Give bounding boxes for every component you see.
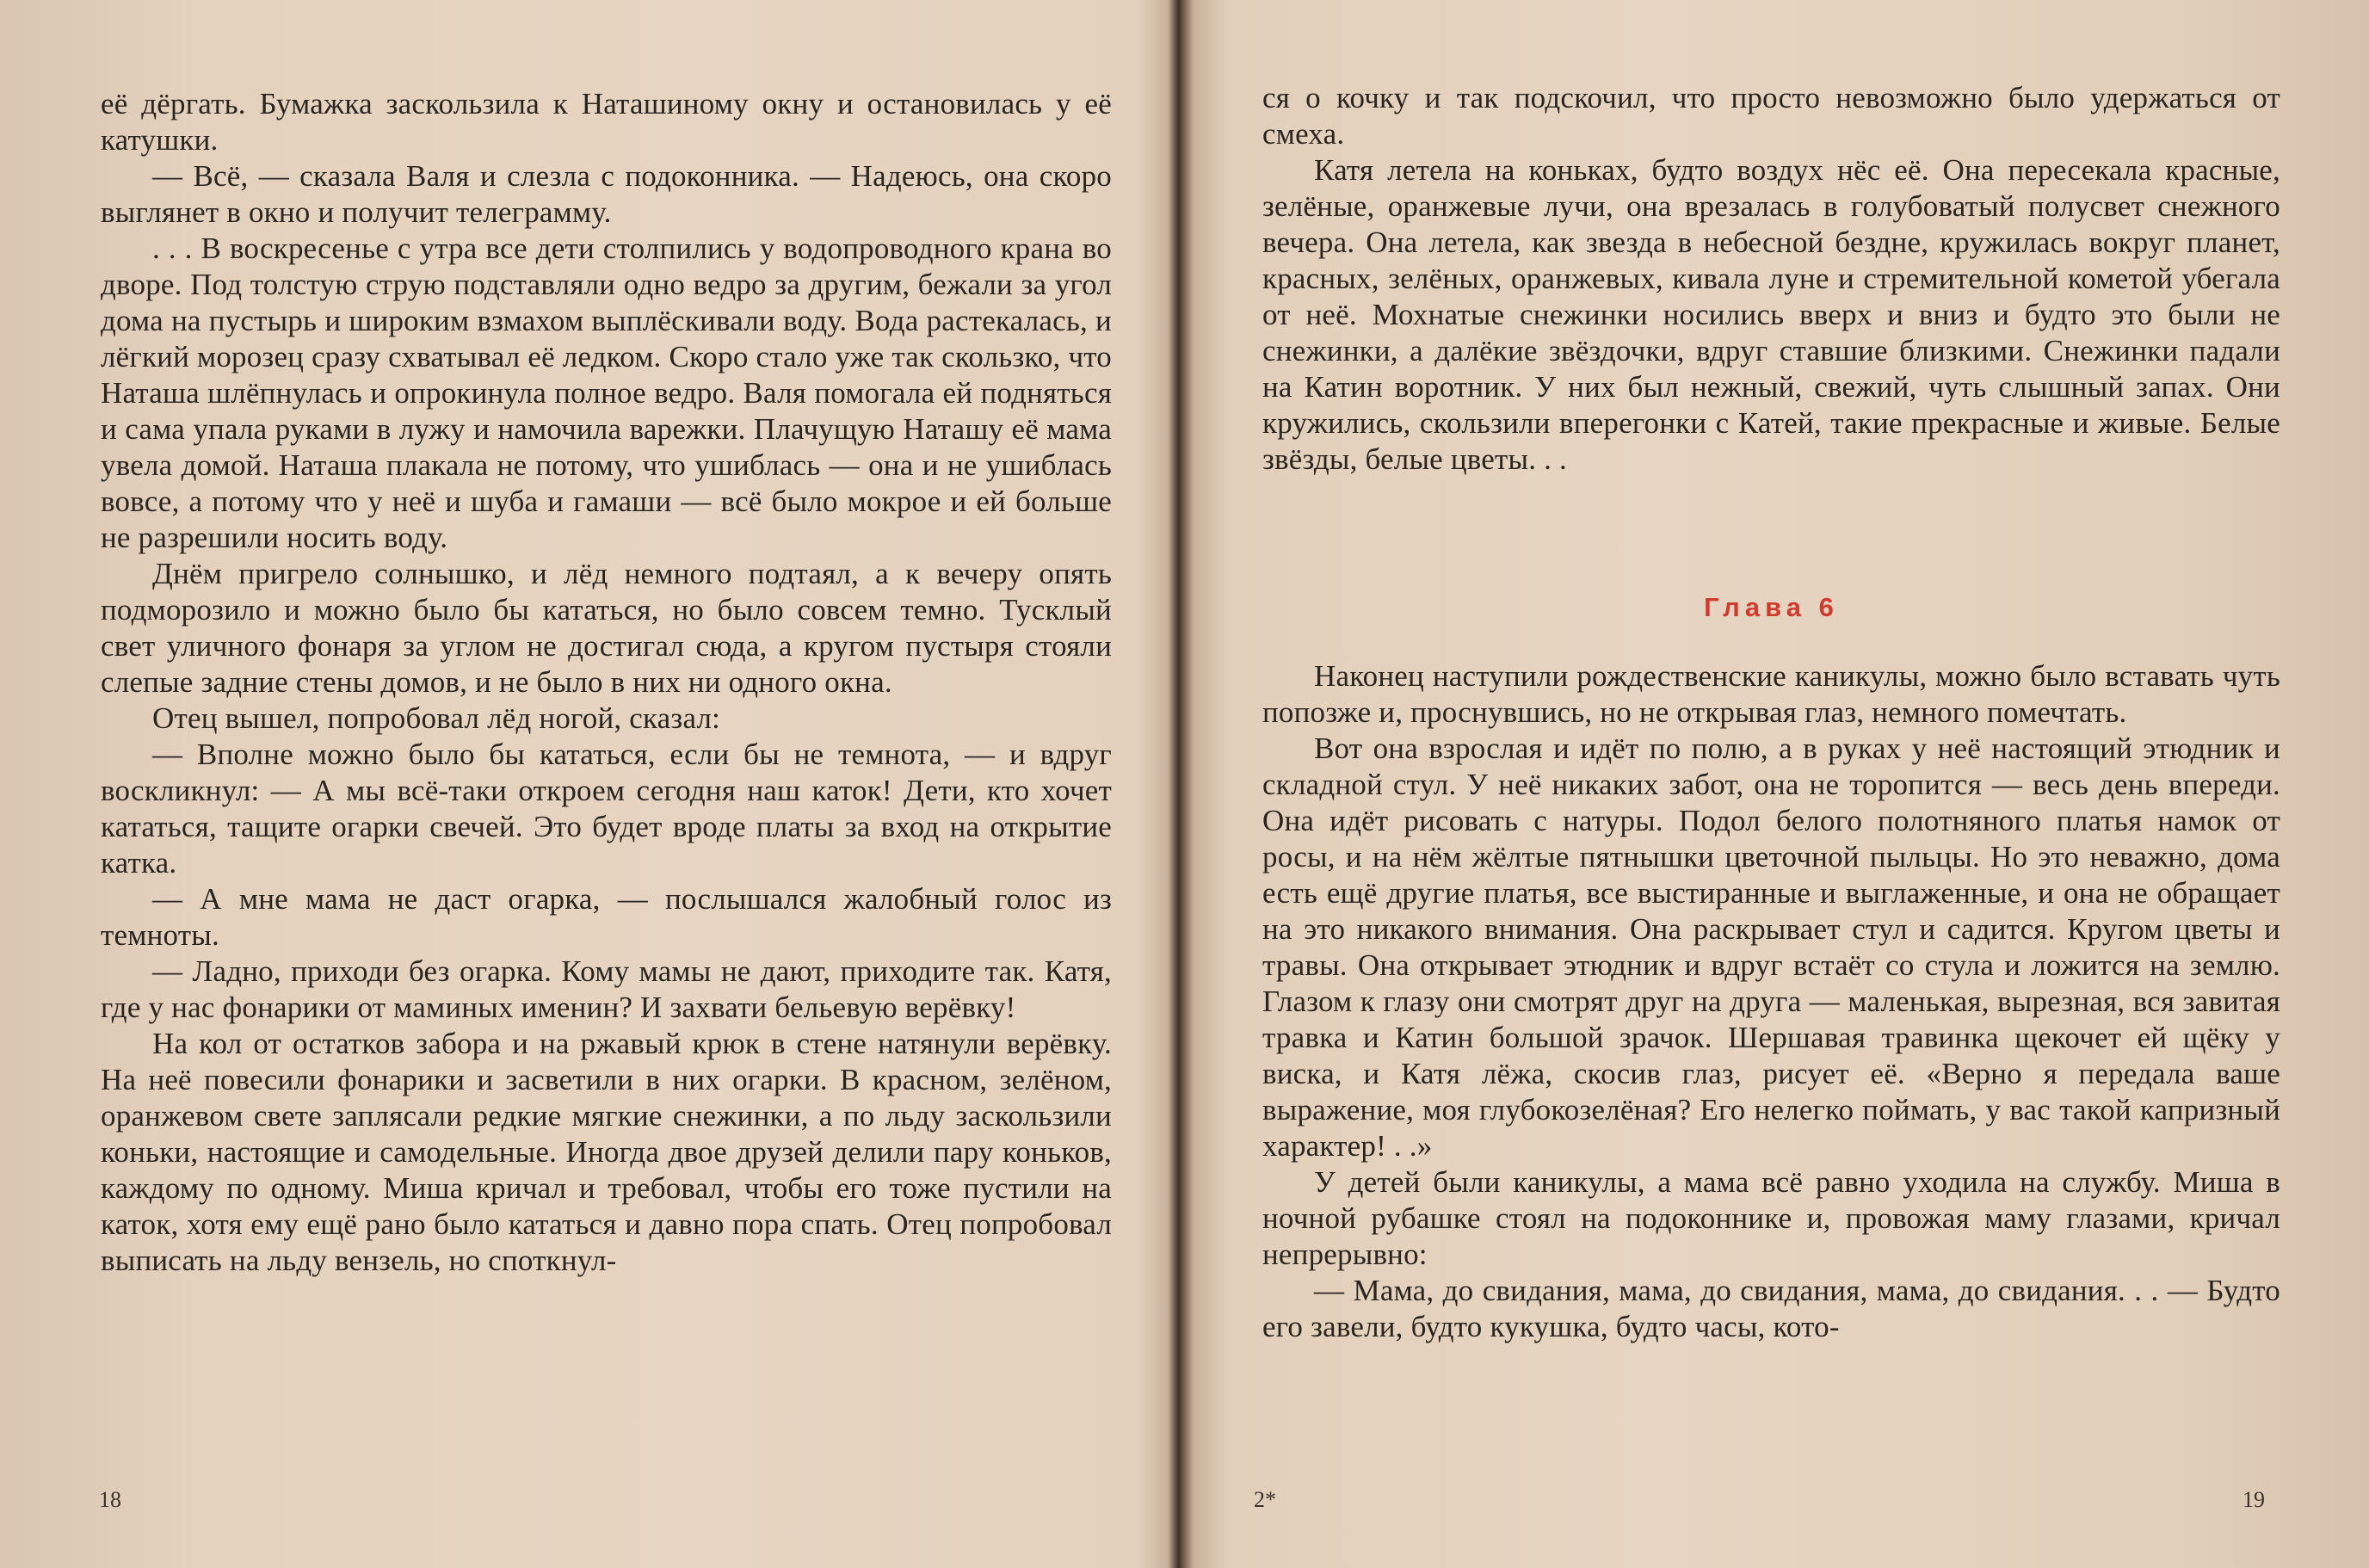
paragraph: . . . В воскресенье с утра все дети столпились у водопроводного крана во дворе. Под толстую струю подставляли одно ведро за другим, бежали за угол дома на пустырь и широким взмахом выплёскивали воду. Вода растекалась, и лёгкий морозец сразу схватывал её ледком. Скоро стало уже так скользко, что Наташа шлёпнулась и опрокинула полное ведро. Валя помогала ей подняться и сама упала руками в лужу и намочила варежки. Плачущую Наташу её мама увела домой. Наташа плакала не потому, что ушиблась — она и не ушиблась вовсе, а потому что у неё и шуба и гамаши — всё было мокрое и ей больше не разрешили носить воду. — [101, 231, 1112, 554]
paragraph: Отец вышел, попробовал лёд ногой, сказал: — [152, 701, 721, 735]
paragraph: На кол от остатков забора и на ржавый крюк в стене натянули верёвку. На неё повесили фонарики и засветили в них огарки. В красном, зелёном, оранжевом свете заплясали редкие мягкие снежинки, а по льду заскользили коньки, настоящие и самодельные. Иногда двое друзей делили пару коньков, каждому по одному. Миша кричал и требовал, чтобы его тоже пустили на каток, хотя ему ещё рано было кататься и давно пора спать. Отец попробовал выписать на льду вензель, но споткнул- — [101, 1027, 1112, 1277]
paragraph: — Мама, до свидания, мама, до свидания, мама, до свидания. . . — Будто его завели, будто кукушка, будто часы, кото- — [1262, 1274, 2280, 1343]
chapter-title: Глава 6 — [1704, 592, 1839, 622]
page-number-right: 19 — [2243, 1487, 2265, 1512]
left-page — [0, 0, 1170, 1568]
paragraph: Катя летела на коньках, будто воздух нёс её. Она пересекала красные, зелёные, оранжевые лучи, она врезалась в голубоватый полусвет снежного вечера. Она летела, как звезда в небесной бездне, кружилась вокруг планет, красных, зелёных, оранжевых, кивала луне и стремительной кометой убегала от неё. Мохнатые снежинки носились вверх и вниз и будто это были не снежинки, а далёкие звёздочки, вдруг ставшие близкими. Снежинки падали на Катин воротник. У них был нежный, свежий, чуть слышный запах. Они кружились, скользили вперегонки с Катей, такие прекрасные и живые. Белые звёзды, белые цветы. . . — [1262, 153, 2280, 476]
paragraph: У детей были каникулы, а мама всё равно уходила на службу. Миша в ночной рубашке стоял на подоконнике и, провожая маму глазами, кричал непрерывно: — [1262, 1165, 2280, 1271]
paragraph: — Вполне можно было бы кататься, если бы не темнота, — и вдруг воскликнул: — А мы всё-таки откроем сегодня наш каток! Дети, кто хочет кататься, тащите огарки свечей. Это будет вроде платы за вход на открытие катка. — [101, 738, 1112, 880]
page-number-left: 18 — [99, 1487, 121, 1512]
paragraph: — А мне мама не даст огарка, — послышался жалобный голос из темноты. — [101, 882, 1112, 952]
right-page-text-top — [1262, 80, 2280, 478]
right-page-text-bottom — [1262, 658, 2280, 1345]
paragraph: ся о кочку и так подскочил, что просто невозможно было удержаться от смеха. — [1262, 81, 2280, 151]
signature-mark: 2* — [1254, 1487, 1276, 1512]
right-page — [1181, 0, 2369, 1568]
paragraph: её дёргать. Бумажка заскользила к Наташиному окну и остановилась у её катушки. — [101, 87, 1112, 157]
paragraph: — Всё, — сказала Валя и слезла с подоконника. — Надеюсь, она скоро выглянет в окно и получит телеграмму. — [101, 159, 1112, 229]
paragraph: Наконец наступили рождественские каникулы, можно было вставать чуть попозже и, проснувшись, но не открывая глаз, немного помечтать. — [1262, 659, 2280, 729]
paragraph: Днём пригрело солнышко, и лёд немного подтаял, а к вечеру опять подморозило и можно было бы кататься, но было совсем темно. Тусклый свет уличного фонаря за углом не достигал сюда, а кругом пустыря стояли слепые задние стены домов, и не было в них ни одного окна. — [101, 557, 1112, 699]
paragraph: Вот она взрослая и идёт по полю, а в руках у неё настоящий этюдник и складной стул. У неё никаких забот, она не торопится — весь день впереди. Она идёт рисовать с натуры. Подол белого полотняного платья намок от росы, и на нём жёлтые пятнышки цветочной пыльцы. Но это неважно, дома есть ещё другие платья, все выстиранные и выглаженные, и она не обращает на это никакого внимания. Она раскрывает стул и садится. Кругом цветы и травы. Она открывает этюдник и вдруг встаёт со стула и ложится на землю. Глазом к глазу они смотрят друг на друга — маленькая, вырезная, вся завитая травка и Катин большой зрачок. Шершавая травинка щекочет ей щёку у виска, и Катя лёжа, скосив глаз, рисует её. «Верно я передала ваше выражение, моя глубокозелёная? Его нелегко поймать, у вас такой капризный характер! . .» — [1262, 732, 2280, 1163]
paragraph: — Ладно, приходи без огарка. Кому мамы не дают, приходите так. Катя, где у нас фонарики от маминых именин? И захвати бельевую верёвку! — [101, 954, 1112, 1024]
left-page-text — [101, 86, 1112, 1279]
